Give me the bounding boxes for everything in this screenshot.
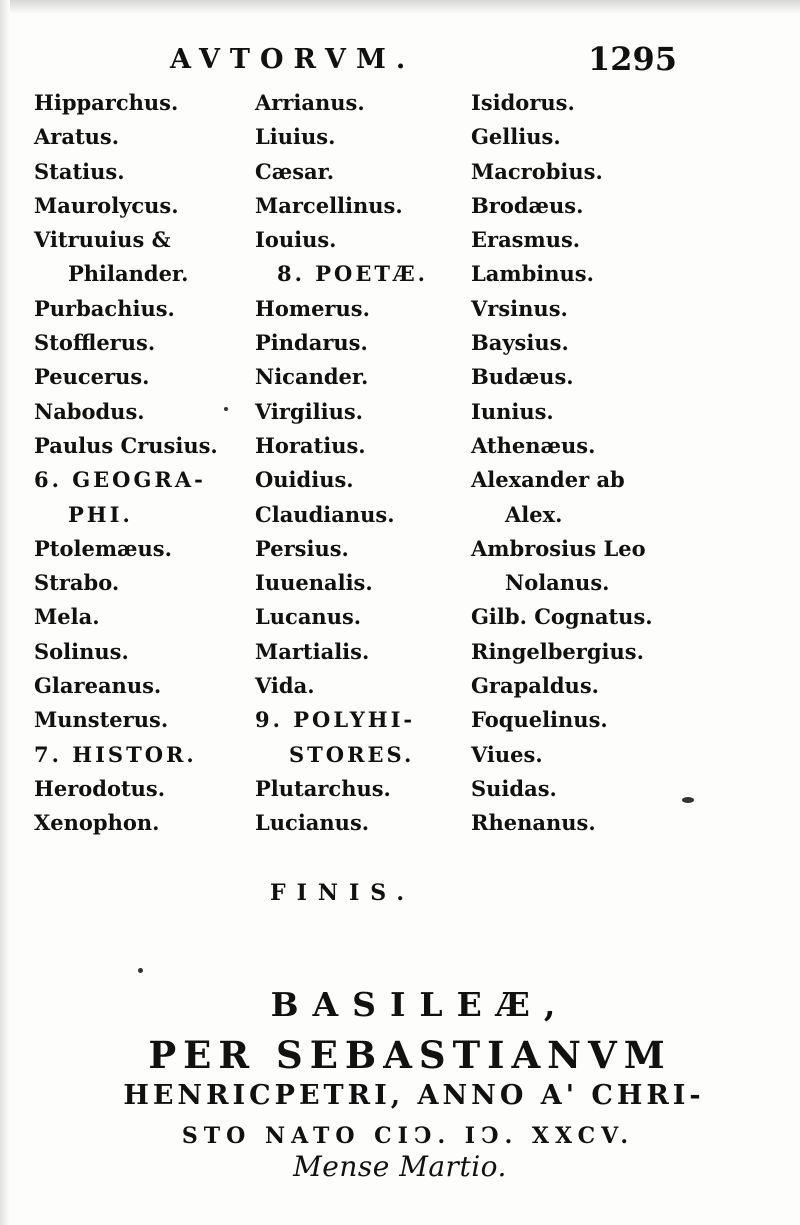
page-top-edge-shadow bbox=[0, 0, 800, 14]
author-entry: Grapaldus. bbox=[471, 673, 599, 699]
author-entry: Lambinus. bbox=[471, 261, 594, 287]
author-entry: Glareanus. bbox=[34, 673, 162, 699]
author-entry: Xenophon. bbox=[34, 810, 160, 836]
page-number: 1295 bbox=[588, 40, 678, 78]
author-entry: Statius. bbox=[34, 158, 125, 184]
imprint-month-line: Mense Martio. bbox=[293, 1150, 507, 1183]
author-entry: Aratus. bbox=[34, 124, 120, 150]
author-entry: Claudianus. bbox=[255, 501, 395, 527]
author-entry: Homerus. bbox=[255, 295, 370, 321]
author-entry: Nabodus. bbox=[34, 398, 145, 424]
running-head: AVTORVM. bbox=[170, 44, 416, 75]
author-entry: Hipparchus. bbox=[34, 90, 179, 115]
author-entry: Ptolemæus. bbox=[34, 535, 172, 561]
author-entry: Stofflerus. bbox=[34, 330, 156, 356]
author-column-1 bbox=[34, 86, 244, 841]
author-entry: Ringelbergius. bbox=[471, 638, 644, 664]
author-entry: Baysius. bbox=[471, 330, 569, 356]
author-entry: Solinus. bbox=[34, 638, 129, 664]
author-entry: Purbachius. bbox=[34, 295, 175, 321]
section-heading: STORES. bbox=[289, 741, 415, 767]
author-entry: Peucerus. bbox=[34, 364, 150, 390]
author-entry: Philander. bbox=[68, 261, 189, 287]
author-entry: Ambrosius Leo bbox=[471, 535, 646, 561]
author-entry: Isidorus. bbox=[471, 90, 575, 115]
author-entry: Suidas. bbox=[471, 775, 557, 801]
section-heading: 8. POETÆ. bbox=[277, 261, 428, 287]
author-entry: Nicander. bbox=[255, 364, 369, 390]
imprint-place: BASILEÆ, bbox=[270, 985, 570, 1024]
author-entry: Viues. bbox=[471, 741, 543, 767]
author-entry: Iouius. bbox=[255, 227, 337, 253]
author-entry: Vrsinus. bbox=[471, 295, 568, 321]
imprint-printer-name-line: HENRICPETRI, ANNO A' CHRI- bbox=[123, 1080, 705, 1111]
ink-speck bbox=[682, 797, 694, 803]
ink-speck bbox=[224, 407, 228, 411]
author-entry: Gilb. Cognatus. bbox=[471, 604, 653, 630]
section-heading: 6. GEOGRA- bbox=[34, 467, 206, 493]
author-entry: Cæsar. bbox=[255, 158, 335, 184]
author-entry: Martialis. bbox=[255, 638, 370, 664]
author-entry: Pindarus. bbox=[255, 330, 368, 356]
author-entry: Alex. bbox=[505, 501, 563, 527]
author-entry: Paulus Crusius. bbox=[34, 432, 218, 458]
section-heading: 7. HISTOR. bbox=[34, 741, 197, 767]
author-entry: Virgilius. bbox=[255, 398, 363, 424]
author-entry: Ouidius. bbox=[255, 467, 354, 493]
author-entry: Athenæus. bbox=[471, 432, 596, 458]
author-entry: Strabo. bbox=[34, 570, 120, 596]
author-entry: Persius. bbox=[255, 535, 349, 561]
author-entry: Vitruuius & bbox=[34, 227, 171, 253]
imprint-date-line: STO NATO CIↃ. IↃ. XXCV. bbox=[181, 1123, 635, 1149]
author-entry: Iuuenalis. bbox=[255, 570, 373, 596]
author-entry: Maurolycus. bbox=[34, 192, 179, 218]
author-column-2 bbox=[255, 86, 460, 841]
author-entry: Lucanus. bbox=[255, 604, 362, 630]
author-entry: Arrianus. bbox=[255, 90, 365, 115]
imprint-printer-line: PER SEBASTIANVM bbox=[148, 1033, 672, 1077]
author-entry: Nolanus. bbox=[505, 570, 610, 596]
ink-speck bbox=[138, 968, 143, 973]
page-left-edge-shadow bbox=[0, 0, 10, 1225]
section-heading: 9. POLYHI- bbox=[255, 707, 416, 733]
author-entry: Iunius. bbox=[471, 398, 554, 424]
author-entry: Herodotus. bbox=[34, 775, 166, 801]
author-entry: Brodæus. bbox=[471, 192, 584, 218]
author-entry: Lucianus. bbox=[255, 810, 370, 836]
author-entry: Budæus. bbox=[471, 364, 574, 390]
author-entry: Munsterus. bbox=[34, 707, 169, 733]
author-entry: Macrobius. bbox=[471, 158, 603, 184]
author-entry: Gellius. bbox=[471, 124, 561, 150]
author-entry: Marcellinus. bbox=[255, 192, 403, 218]
author-entry: Mela. bbox=[34, 604, 100, 630]
author-entry: Alexander ab bbox=[471, 467, 625, 493]
author-column-3 bbox=[471, 86, 671, 841]
author-entry: Erasmus. bbox=[471, 227, 581, 253]
author-entry: Vida. bbox=[255, 673, 315, 699]
author-entry: Plutarchus. bbox=[255, 775, 391, 801]
author-entry: Rhenanus. bbox=[471, 810, 596, 836]
author-entry: Foquelinus. bbox=[471, 707, 608, 733]
author-entry: Liuius. bbox=[255, 124, 336, 150]
section-heading: PHI. bbox=[68, 501, 133, 527]
author-entry: Horatius. bbox=[255, 432, 366, 458]
finis-mark: FINIS. bbox=[270, 880, 416, 906]
